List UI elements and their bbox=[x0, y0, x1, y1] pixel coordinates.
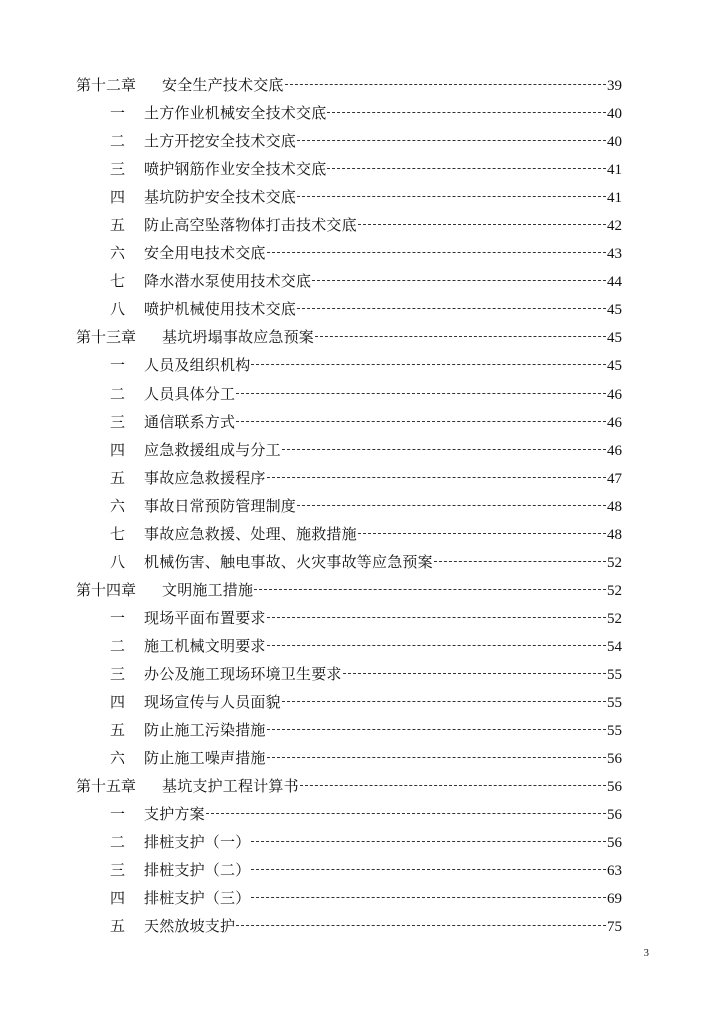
toc-entry-title: 通信联系方式 bbox=[144, 412, 236, 431]
toc-entry-title: 排桩支护（二） bbox=[144, 861, 251, 880]
toc-entry-number: 六 bbox=[110, 749, 126, 768]
toc-section-entry[interactable] bbox=[76, 408, 622, 436]
dotted-leader bbox=[315, 336, 606, 337]
toc-section-entry[interactable] bbox=[76, 267, 622, 295]
toc-entry-title: 事故日常预防管理制度 bbox=[144, 496, 297, 515]
table-of-contents bbox=[76, 71, 622, 940]
toc-entry-page: 55 bbox=[607, 666, 622, 683]
toc-entry-number: 四 bbox=[110, 693, 126, 712]
toc-section-entry[interactable] bbox=[76, 884, 622, 912]
toc-section-entry[interactable] bbox=[76, 744, 622, 772]
toc-section-entry[interactable] bbox=[76, 520, 622, 548]
toc-entry-number: 八 bbox=[110, 552, 126, 571]
toc-section-entry[interactable] bbox=[76, 604, 622, 632]
toc-entry-title: 施工机械文明要求 bbox=[144, 636, 266, 655]
toc-entry-title: 防止施工噪声措施 bbox=[144, 749, 266, 768]
toc-entry-page: 40 bbox=[607, 134, 622, 151]
toc-entry-number: 二 bbox=[110, 636, 126, 655]
toc-section-entry[interactable] bbox=[76, 912, 622, 940]
toc-entry-page: 52 bbox=[607, 610, 622, 627]
toc-entry-title: 支护方案 bbox=[144, 805, 205, 824]
toc-entry-page: 56 bbox=[607, 807, 622, 824]
toc-section-entry[interactable] bbox=[76, 856, 622, 884]
toc-entry-number: 三 bbox=[110, 412, 126, 431]
dotted-leader bbox=[206, 813, 606, 814]
dotted-leader bbox=[267, 729, 606, 730]
toc-entry-page: 56 bbox=[607, 751, 622, 768]
dotted-leader bbox=[297, 196, 606, 197]
toc-entry-number: 第十三章 bbox=[76, 328, 137, 347]
toc-entry-page: 45 bbox=[607, 358, 622, 375]
toc-entry-page: 56 bbox=[607, 835, 622, 852]
toc-section-entry[interactable] bbox=[76, 183, 622, 211]
toc-entry-page: 52 bbox=[607, 582, 622, 599]
dotted-leader bbox=[254, 589, 606, 590]
dotted-leader bbox=[282, 701, 606, 702]
toc-entry-page: 41 bbox=[607, 190, 622, 207]
dotted-leader bbox=[297, 308, 606, 309]
toc-entry-page: 42 bbox=[607, 218, 622, 235]
toc-entry-title: 机械伤害、触电事故、火灾事故等应急预案 bbox=[144, 552, 433, 571]
toc-entry-title: 防止施工污染措施 bbox=[144, 721, 266, 740]
toc-entry-title: 应急救援组成与分工 bbox=[144, 440, 281, 459]
toc-entry-number: 第十二章 bbox=[76, 76, 137, 94]
dotted-leader bbox=[267, 477, 606, 478]
toc-entry-title: 喷护钢筋作业安全技术交底 bbox=[144, 160, 327, 179]
toc-entry-page: 63 bbox=[607, 863, 622, 880]
toc-entry-number: 第十五章 bbox=[76, 777, 137, 796]
toc-section-entry[interactable] bbox=[76, 828, 622, 856]
toc-entry-page: 55 bbox=[607, 723, 622, 740]
toc-entry-title: 基坑坍塌事故应急预案 bbox=[162, 328, 315, 347]
dotted-leader bbox=[236, 393, 606, 394]
dotted-leader bbox=[251, 364, 606, 365]
toc-entry-number: 五 bbox=[110, 216, 126, 235]
toc-entry-page: 46 bbox=[607, 414, 622, 431]
toc-section-entry[interactable] bbox=[76, 99, 622, 127]
toc-entry-number: 二 bbox=[110, 384, 126, 403]
toc-section-entry[interactable] bbox=[76, 660, 622, 688]
toc-entry-number: 七 bbox=[110, 524, 126, 543]
toc-entry-number: 二 bbox=[110, 132, 126, 151]
toc-entry-page: 54 bbox=[607, 638, 622, 655]
toc-entry-page: 40 bbox=[607, 106, 622, 123]
toc-entry-page: 52 bbox=[607, 554, 622, 571]
toc-entry-number: 一 bbox=[110, 805, 126, 824]
dotted-leader bbox=[267, 252, 606, 253]
toc-entry-title: 安全生产技术交底 bbox=[162, 76, 284, 94]
toc-chapter-entry[interactable] bbox=[76, 71, 622, 99]
toc-entry-number: 一 bbox=[110, 356, 126, 375]
dotted-leader bbox=[236, 925, 606, 926]
toc-entry-number: 八 bbox=[110, 300, 126, 319]
toc-entry-page: 69 bbox=[607, 891, 622, 908]
toc-entry-page: 41 bbox=[607, 162, 622, 179]
toc-entry-page: 43 bbox=[607, 246, 622, 263]
toc-entry-number: 三 bbox=[110, 664, 126, 683]
toc-entry-page: 47 bbox=[607, 470, 622, 487]
toc-entry-number: 一 bbox=[110, 608, 126, 627]
toc-section-entry[interactable] bbox=[76, 295, 622, 323]
toc-entry-number: 六 bbox=[110, 496, 126, 515]
toc-entry-number: 四 bbox=[110, 440, 126, 459]
toc-section-entry[interactable] bbox=[76, 688, 622, 716]
dotted-leader bbox=[327, 168, 606, 169]
dotted-leader bbox=[312, 280, 606, 281]
dotted-leader bbox=[236, 421, 606, 422]
toc-entry-title: 防止高空坠落物体打击技术交底 bbox=[144, 216, 357, 235]
dotted-leader bbox=[251, 897, 606, 898]
toc-entry-number: 二 bbox=[110, 833, 126, 852]
toc-entry-number: 五 bbox=[110, 721, 126, 740]
dotted-leader bbox=[251, 869, 606, 870]
toc-entry-title: 基坑防护安全技术交底 bbox=[144, 188, 297, 207]
toc-chapter-entry[interactable] bbox=[76, 772, 622, 800]
toc-section-entry[interactable] bbox=[76, 239, 622, 267]
toc-section-entry[interactable] bbox=[76, 380, 622, 408]
toc-entry-page: 39 bbox=[607, 78, 622, 94]
toc-entry-number: 三 bbox=[110, 160, 126, 179]
toc-section-entry[interactable] bbox=[76, 464, 622, 492]
toc-entry-title: 现场宣传与人员面貌 bbox=[144, 693, 281, 712]
toc-section-entry[interactable] bbox=[76, 211, 622, 239]
dotted-leader bbox=[327, 112, 606, 113]
toc-entry-title: 土方作业机械安全技术交底 bbox=[144, 104, 327, 123]
toc-entry-page: 45 bbox=[607, 302, 622, 319]
toc-entry-title: 现场平面布置要求 bbox=[144, 608, 266, 627]
toc-entry-title: 人员具体分工 bbox=[144, 384, 236, 403]
toc-section-entry[interactable] bbox=[76, 800, 622, 828]
toc-entry-title: 文明施工措施 bbox=[162, 580, 254, 599]
toc-entry-number: 第十四章 bbox=[76, 580, 137, 599]
dotted-leader bbox=[267, 617, 606, 618]
toc-entry-title: 排桩支护（一） bbox=[144, 833, 251, 852]
dotted-leader bbox=[282, 449, 606, 450]
page-number: 3 bbox=[643, 947, 649, 959]
toc-entry-number: 六 bbox=[110, 244, 126, 263]
toc-section-entry[interactable] bbox=[76, 492, 622, 520]
toc-section-entry[interactable] bbox=[76, 716, 622, 744]
toc-entry-page: 48 bbox=[607, 526, 622, 543]
toc-entry-title: 安全用电技术交底 bbox=[144, 244, 266, 263]
toc-entry-title: 基坑支护工程计算书 bbox=[162, 777, 299, 796]
dotted-leader bbox=[434, 561, 606, 562]
toc-entry-number: 五 bbox=[110, 917, 126, 936]
toc-section-entry[interactable] bbox=[76, 155, 622, 183]
toc-entry-number: 三 bbox=[110, 861, 126, 880]
toc-chapter-entry[interactable] bbox=[76, 323, 622, 351]
toc-entry-page: 44 bbox=[607, 274, 622, 291]
toc-entry-page: 75 bbox=[607, 919, 622, 936]
dotted-leader bbox=[343, 673, 606, 674]
dotted-leader bbox=[267, 757, 606, 758]
dotted-leader bbox=[297, 140, 606, 141]
toc-entry-page: 46 bbox=[607, 386, 622, 403]
toc-entry-title: 事故应急救援程序 bbox=[144, 468, 266, 487]
toc-entry-number: 一 bbox=[110, 104, 126, 123]
dotted-leader bbox=[300, 785, 606, 786]
dotted-leader bbox=[285, 84, 606, 85]
toc-section-entry[interactable] bbox=[76, 436, 622, 464]
toc-entry-page: 48 bbox=[607, 498, 622, 515]
toc-entry-number: 七 bbox=[110, 272, 126, 291]
toc-entry-title: 喷护机械使用技术交底 bbox=[144, 300, 297, 319]
toc-entry-number: 五 bbox=[110, 468, 126, 487]
toc-entry-number: 四 bbox=[110, 889, 126, 908]
toc-entry-title: 办公及施工现场环境卫生要求 bbox=[144, 664, 342, 683]
toc-entry-title: 降水潜水泵使用技术交底 bbox=[144, 272, 312, 291]
dotted-leader bbox=[251, 841, 606, 842]
toc-section-entry[interactable] bbox=[76, 632, 622, 660]
toc-entry-number: 四 bbox=[110, 188, 126, 207]
dotted-leader bbox=[358, 533, 606, 534]
dotted-leader bbox=[267, 645, 606, 646]
toc-section-entry[interactable] bbox=[76, 127, 622, 155]
toc-section-entry[interactable] bbox=[76, 351, 622, 379]
toc-chapter-entry[interactable] bbox=[76, 576, 622, 604]
toc-entry-title: 人员及组织机构 bbox=[144, 356, 251, 375]
toc-entry-title: 天然放坡支护 bbox=[144, 917, 236, 936]
dotted-leader bbox=[297, 505, 606, 506]
toc-entry-page: 56 bbox=[607, 779, 622, 796]
dotted-leader bbox=[358, 224, 606, 225]
toc-entry-title: 事故应急救援、处理、施救措施 bbox=[144, 524, 357, 543]
toc-entry-page: 55 bbox=[607, 695, 622, 712]
toc-section-entry[interactable] bbox=[76, 548, 622, 576]
toc-entry-page: 46 bbox=[607, 442, 622, 459]
toc-entry-title: 排桩支护（三） bbox=[144, 889, 251, 908]
toc-entry-page: 45 bbox=[607, 330, 622, 347]
toc-entry-title: 土方开挖安全技术交底 bbox=[144, 132, 297, 151]
